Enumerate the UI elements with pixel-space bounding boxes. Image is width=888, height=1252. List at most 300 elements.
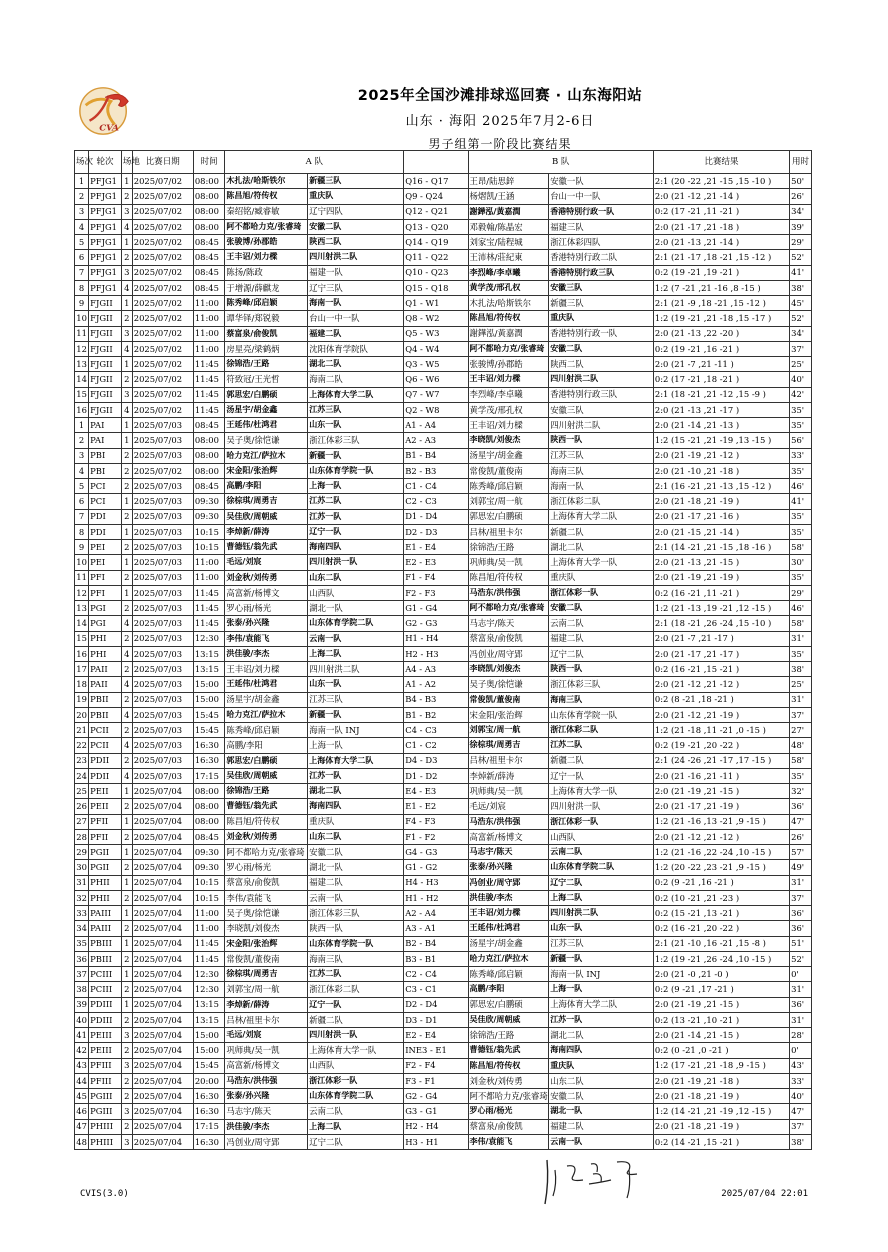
cell-team-b-name: 海南三队: [549, 463, 654, 478]
cell-date: 2025/07/04: [132, 845, 193, 860]
cell-match-no: 21: [75, 723, 89, 738]
cell-court: 1: [121, 784, 132, 799]
cell-round: PFI: [89, 585, 122, 600]
cell-date: 2025/07/02: [132, 326, 193, 341]
cell-round: FJGII: [89, 296, 122, 311]
cell-team-a-name: 新疆一队: [308, 448, 404, 463]
table-row: [75, 509, 812, 524]
cell-time: 08:00: [193, 204, 225, 219]
cell-team-b-players: 吴子奥/徐恺谦: [468, 677, 549, 692]
cell-team-b-name: 江苏三队: [549, 936, 654, 951]
cell-team-a-name: 辽宁三队: [308, 280, 404, 295]
cell-date: 2025/07/04: [132, 829, 193, 844]
cell-team-b-players: 陈昌旭/符传权: [468, 570, 549, 585]
cell-team-a-name: 江苏三队: [308, 692, 404, 707]
cell-duration: 51': [790, 936, 812, 951]
cell-date: 2025/07/04: [132, 906, 193, 921]
table-row: [75, 799, 812, 814]
cell-duration: 49': [790, 860, 812, 875]
cell-matchup: A2 - A3: [404, 433, 468, 448]
cell-round: PGII: [89, 860, 122, 875]
cell-team-b-name: 四川射洪二队: [549, 372, 654, 387]
cell-round: PCIII: [89, 982, 122, 997]
cell-result: 1:2 (21 -16 ,13 -21 ,9 -15 ): [653, 814, 789, 829]
cell-team-a-players: 哈力克江/萨拉木: [225, 448, 308, 463]
cell-round: PDIII: [89, 997, 122, 1012]
table-row: [75, 921, 812, 936]
table-row: [75, 1119, 812, 1134]
cell-team-a-name: 山东二队: [308, 570, 404, 585]
cell-team-a-players: 毛远/刘宸: [225, 555, 308, 570]
cell-team-b-name: 辽宁一队: [549, 768, 654, 783]
cell-team-b-players: 宋金阳/张治辉: [468, 707, 549, 722]
table-row: [75, 829, 812, 844]
cell-time: 08:00: [193, 463, 225, 478]
cell-result: 0:2 (19 -21 ,20 -22 ): [653, 738, 789, 753]
cell-date: 2025/07/04: [132, 1043, 193, 1058]
cell-team-b-players: 刘郭宝/周一航: [468, 723, 549, 738]
cell-court: 2: [121, 723, 132, 738]
cell-court: 1: [121, 997, 132, 1012]
table-row: [75, 936, 812, 951]
cell-team-b-name: 浙江体彩四队: [549, 235, 654, 250]
cell-match-no: 43: [75, 1058, 89, 1073]
cell-team-a-players: 汤星宇/胡金鑫: [225, 692, 308, 707]
cell-team-a-players: 谭华铎/郑锐毅: [225, 311, 308, 326]
cell-team-b-name: 山东二队: [549, 1073, 654, 1088]
cell-date: 2025/07/03: [132, 601, 193, 616]
cell-matchup: C1 - C2: [404, 738, 468, 753]
cell-team-b-players: 王丰诏/刘力樑: [468, 372, 549, 387]
cell-match-no: 15: [75, 631, 89, 646]
table-row: [75, 662, 812, 677]
col-header-duration: 用时: [790, 151, 812, 174]
cell-team-b-players: 謝鏵泓/黃嘉潤: [468, 204, 549, 219]
cell-result: 0:2 (15 -21 ,13 -21 ): [653, 906, 789, 921]
cell-team-b-players: 曹德钰/翁先武: [468, 1043, 549, 1058]
table-row: [75, 646, 812, 661]
cell-team-b-name: 山东一队: [549, 921, 654, 936]
cell-result: 2:0 (21 -19 ,21 -19 ): [653, 570, 789, 585]
cell-matchup: G4 - G3: [404, 845, 468, 860]
cell-result: 1:2 (19 -21 ,21 -18 ,15 -17 ): [653, 311, 789, 326]
cell-team-b-players: 王丰诏/刘力樑: [468, 906, 549, 921]
cell-matchup: A1 - A2: [404, 677, 468, 692]
cell-team-a-name: 福建一队: [308, 265, 404, 280]
cell-date: 2025/07/03: [132, 448, 193, 463]
cell-duration: 27': [790, 723, 812, 738]
cell-team-b-name: 安徽三队: [549, 280, 654, 295]
cell-duration: 50': [790, 174, 812, 189]
cell-result: 0:2 (14 -21 ,15 -21 ): [653, 1134, 789, 1149]
cell-court: 3: [121, 265, 132, 280]
table-row: [75, 1134, 812, 1149]
cell-team-b-players: 张泰/孙兴隆: [468, 860, 549, 875]
cell-team-a-name: 安徽二队: [308, 845, 404, 860]
cell-team-a-name: 浙江体彩一队: [308, 1073, 404, 1088]
cell-duration: 57': [790, 845, 812, 860]
cell-team-b-players: 杨熠凯/王涵: [468, 189, 549, 204]
cell-result: 2:0 (21 -14 ,21 -15 ): [653, 1028, 789, 1043]
table-row: [75, 235, 812, 250]
cell-team-a-players: 曹德钰/翁先武: [225, 540, 308, 555]
cell-date: 2025/07/03: [132, 631, 193, 646]
cell-result: 2:1 (14 -21 ,21 -15 ,18 -16 ): [653, 540, 789, 555]
cell-team-a-players: 徐棕琪/周勇吉: [225, 494, 308, 509]
cell-round: PEIII: [89, 1028, 122, 1043]
referee-signature: [533, 1152, 653, 1208]
cell-time: 09:30: [193, 509, 225, 524]
cell-team-a-players: 洪佳骏/李杰: [225, 646, 308, 661]
system-version: CVIS(3.0): [80, 1189, 129, 1199]
cell-team-b-name: 江苏二队: [549, 738, 654, 753]
cell-result: 2:0 (21 -18 ,21 -19 ): [653, 1089, 789, 1104]
cell-team-b-name: 香港特別行政二队: [549, 250, 654, 265]
cell-team-b-name: 上海体育大学二队: [549, 997, 654, 1012]
table-row: [75, 189, 812, 204]
cell-round: PDI: [89, 524, 122, 539]
cell-result: 1:2 (21 -18 ,11 -21 ,0 -15 ): [653, 723, 789, 738]
cell-team-b-name: 辽宁二队: [549, 875, 654, 890]
cell-result: 0:2 (19 -21 ,16 -21 ): [653, 341, 789, 356]
cell-time: 11:45: [193, 372, 225, 387]
cell-match-no: 39: [75, 997, 89, 1012]
cell-match-no: 44: [75, 1073, 89, 1088]
cell-date: 2025/07/02: [132, 219, 193, 234]
cell-team-a-players: 徐棕琪/周勇吉: [225, 967, 308, 982]
table-row: [75, 357, 812, 372]
cell-team-a-name: 浙江体彩三队: [308, 906, 404, 921]
cell-date: 2025/07/04: [132, 784, 193, 799]
cell-match-no: 16: [75, 646, 89, 661]
cell-team-b-name: 陕西二队: [549, 357, 654, 372]
cell-result: 2:0 (21 -19 ,21 -15 ): [653, 784, 789, 799]
cell-result: 2:0 (21 -18 ,21 -19 ): [653, 494, 789, 509]
cell-duration: 36': [790, 921, 812, 936]
cell-date: 2025/07/04: [132, 1089, 193, 1104]
cell-match-no: 12: [75, 585, 89, 600]
cell-duration: 40': [790, 1089, 812, 1104]
cell-round: PEIII: [89, 1043, 122, 1058]
cell-team-b-name: 新疆三队: [549, 296, 654, 311]
cell-court: 2: [121, 250, 132, 265]
cell-matchup: Q5 - W3: [404, 326, 468, 341]
cell-time: 11:00: [193, 326, 225, 341]
cell-team-a-players: 李伟/袁能飞: [225, 631, 308, 646]
cell-result: 1:2 (15 -21 ,21 -19 ,13 -15 ): [653, 433, 789, 448]
table-row: [75, 982, 812, 997]
cell-time: 11:45: [193, 601, 225, 616]
cell-date: 2025/07/02: [132, 372, 193, 387]
cell-matchup: A1 - A4: [404, 418, 468, 433]
cell-team-b-players: 常俊凯/董俊南: [468, 463, 549, 478]
cell-match-no: 48: [75, 1134, 89, 1149]
cell-result: 2:0 (21 -19 ,21 -15 ): [653, 997, 789, 1012]
cell-duration: 31': [790, 631, 812, 646]
cell-matchup: F3 - F1: [404, 1073, 468, 1088]
table-row: [75, 524, 812, 539]
cell-round: PFJG1: [89, 174, 122, 189]
cell-result: 2:1 (20 -22 ,21 -15 ,15 -10 ): [653, 174, 789, 189]
cell-match-no: 36: [75, 951, 89, 966]
cell-date: 2025/07/03: [132, 646, 193, 661]
cell-time: 12:30: [193, 982, 225, 997]
cell-match-no: 5: [75, 479, 89, 494]
cell-round: PEII: [89, 784, 122, 799]
cell-court: 2: [121, 799, 132, 814]
cell-court: 1: [121, 235, 132, 250]
cell-time: 11:45: [193, 357, 225, 372]
table-row: [75, 906, 812, 921]
cell-team-b-name: 上海一队: [549, 982, 654, 997]
table-row: [75, 951, 812, 966]
cell-duration: 34': [790, 204, 812, 219]
col-header-no: 场次: [75, 151, 89, 174]
cell-team-b-players: 冯创业/周守郢: [468, 646, 549, 661]
cell-duration: 38': [790, 280, 812, 295]
cell-matchup: Q11 - Q22: [404, 250, 468, 265]
cell-matchup: A3 - A1: [404, 921, 468, 936]
cell-date: 2025/07/03: [132, 555, 193, 570]
cell-team-a-players: 秦绍铭/臧睿敏: [225, 204, 308, 219]
cell-team-b-players: 謝鏵泓/黃嘉潤: [468, 326, 549, 341]
cell-match-no: 13: [75, 601, 89, 616]
cell-matchup: A4 - A3: [404, 662, 468, 677]
cell-team-b-players: 黄学茂/邢孔权: [468, 280, 549, 295]
cell-team-a-players: 陈秀峰/邱启颖: [225, 723, 308, 738]
cell-team-b-players: 李烈峰/李卓曦: [468, 387, 549, 402]
cell-date: 2025/07/02: [132, 341, 193, 356]
cell-date: 2025/07/04: [132, 890, 193, 905]
cell-team-a-name: 山西队: [308, 1058, 404, 1073]
cell-court: 2: [121, 601, 132, 616]
cell-court: 2: [121, 463, 132, 478]
cell-date: 2025/07/02: [132, 402, 193, 417]
cell-team-a-players: 洪佳骏/李杰: [225, 1119, 308, 1134]
cell-round: PAII: [89, 677, 122, 692]
cell-match-no: 5: [75, 235, 89, 250]
table-row: [75, 997, 812, 1012]
table-row: [75, 1089, 812, 1104]
cell-team-a-players: 李焯新/薛涛: [225, 997, 308, 1012]
cell-team-a-players: 王延伟/杜鸿君: [225, 418, 308, 433]
cell-team-a-players: 巩师典/吴一凯: [225, 1043, 308, 1058]
cell-result: 0:2 (0 -21 ,0 -21 ): [653, 1043, 789, 1058]
cell-team-a-players: 高鹏/李阳: [225, 479, 308, 494]
cell-court: 2: [121, 570, 132, 585]
cell-matchup: E1 - E4: [404, 540, 468, 555]
cell-court: 1: [121, 524, 132, 539]
cell-matchup: Q3 - W5: [404, 357, 468, 372]
cell-matchup: D2 - D3: [404, 524, 468, 539]
cell-team-a-name: 沈阳体育学院队: [308, 341, 404, 356]
cell-team-b-name: 香港特別行政三队: [549, 265, 654, 280]
table-row: [75, 738, 812, 753]
cell-time: 13:15: [193, 646, 225, 661]
cell-team-a-name: 上海体育大学二队: [308, 387, 404, 402]
cell-matchup: Q13 - Q20: [404, 219, 468, 234]
cell-team-b-name: 湖北二队: [549, 540, 654, 555]
cell-team-b-players: 吕林/祖里卡尔: [468, 753, 549, 768]
cell-date: 2025/07/04: [132, 1119, 193, 1134]
cell-result: 2:0 (21 -17 ,21 -18 ): [653, 219, 789, 234]
cell-team-b-name: 重庆队: [549, 1058, 654, 1073]
table-row: [75, 479, 812, 494]
cell-matchup: F2 - F4: [404, 1058, 468, 1073]
cell-team-a-name: 福建二队: [308, 326, 404, 341]
cell-team-b-name: 云南二队: [549, 845, 654, 860]
cell-result: 2:1 (21 -17 ,18 -21 ,15 -12 ): [653, 250, 789, 265]
cell-result: 2:1 (16 -21 ,21 -13 ,15 -12 ): [653, 479, 789, 494]
cell-round: FJGII: [89, 341, 122, 356]
cell-team-b-name: 江苏一队: [549, 1012, 654, 1027]
cell-round: PCI: [89, 479, 122, 494]
cell-team-a-name: 安徽二队: [308, 219, 404, 234]
cell-team-a-players: 李伟/袁能飞: [225, 890, 308, 905]
cell-matchup: D2 - D4: [404, 997, 468, 1012]
cell-time: 15:45: [193, 723, 225, 738]
cell-round: PAI: [89, 418, 122, 433]
cell-court: 4: [121, 707, 132, 722]
cell-team-b-name: 湖北二队: [549, 1028, 654, 1043]
event-location-dates: 山东 · 海阳 2025年7月2-6日: [405, 114, 595, 129]
cell-duration: 28': [790, 1028, 812, 1043]
cell-match-no: 46: [75, 1104, 89, 1119]
cell-court: 2: [121, 1119, 132, 1134]
cell-result: 0:2 (9 -21 ,16 -21 ): [653, 875, 789, 890]
cell-team-a-name: 上海体育大学一队: [308, 1043, 404, 1058]
cell-team-a-players: 木扎法/哈斯铁尔: [225, 174, 308, 189]
cell-match-no: 22: [75, 738, 89, 753]
cell-date: 2025/07/03: [132, 753, 193, 768]
cell-time: 08:00: [193, 174, 225, 189]
cell-round: PDII: [89, 768, 122, 783]
cell-team-b-players: 王延伟/杜鸿君: [468, 921, 549, 936]
cell-time: 08:00: [193, 448, 225, 463]
table-row: [75, 784, 812, 799]
cell-time: 15:00: [193, 677, 225, 692]
cell-round: PDII: [89, 753, 122, 768]
cell-matchup: F4 - F3: [404, 814, 468, 829]
table-row: [75, 1028, 812, 1043]
cell-team-a-name: 福建二队: [308, 875, 404, 890]
cell-team-b-name: 安徽二队: [549, 341, 654, 356]
cell-team-a-name: 上海一队: [308, 479, 404, 494]
cell-duration: 37': [790, 341, 812, 356]
cell-match-no: 24: [75, 768, 89, 783]
cell-match-no: 6: [75, 494, 89, 509]
cell-date: 2025/07/02: [132, 387, 193, 402]
cell-team-a-players: 宋金阳/张治辉: [225, 463, 308, 478]
cell-team-a-name: 辽宁一队: [308, 997, 404, 1012]
table-row: [75, 402, 812, 417]
cell-team-a-name: 山西队: [308, 585, 404, 600]
cell-time: 11:45: [193, 616, 225, 631]
cell-team-a-players: 曹德钰/翁先武: [225, 799, 308, 814]
cell-date: 2025/07/04: [132, 936, 193, 951]
cell-matchup: Q9 - Q24: [404, 189, 468, 204]
cell-team-a-name: 山东体育学院二队: [308, 616, 404, 631]
cell-date: 2025/07/02: [132, 357, 193, 372]
cell-time: 11:45: [193, 585, 225, 600]
cell-time: 08:45: [193, 418, 225, 433]
cell-team-a-name: 新疆二队: [308, 1012, 404, 1027]
cell-court: 2: [121, 982, 132, 997]
cell-date: 2025/07/04: [132, 860, 193, 875]
cell-team-a-name: 浙江体彩三队: [308, 433, 404, 448]
cell-team-b-players: 刘家宝/陆程城: [468, 235, 549, 250]
cell-team-b-players: 马浩东/洪伟强: [468, 585, 549, 600]
cell-result: 2:1 (18 -21 ,26 -24 ,15 -10 ): [653, 616, 789, 631]
cell-round: PCII: [89, 738, 122, 753]
cell-date: 2025/07/03: [132, 494, 193, 509]
cell-round: PHII: [89, 875, 122, 890]
cell-team-b-players: 徐棕琪/周勇吉: [468, 738, 549, 753]
cell-date: 2025/07/04: [132, 982, 193, 997]
cell-team-a-players: 陈昌旭/符传权: [225, 189, 308, 204]
cell-round: PGI: [89, 616, 122, 631]
cell-team-a-name: 江苏一队: [308, 768, 404, 783]
cell-time: 11:00: [193, 906, 225, 921]
cell-duration: 37': [790, 707, 812, 722]
cell-time: 10:15: [193, 524, 225, 539]
cell-team-b-name: 香港特別行政一队: [549, 326, 654, 341]
cell-team-b-players: 吴佳欣/周朝威: [468, 1012, 549, 1027]
cell-match-no: 18: [75, 677, 89, 692]
cell-court: 2: [121, 1073, 132, 1088]
cell-round: FJGII: [89, 372, 122, 387]
cell-time: 12:30: [193, 967, 225, 982]
cell-round: PGII: [89, 845, 122, 860]
cell-match-no: 25: [75, 784, 89, 799]
cell-time: 16:30: [193, 1134, 225, 1149]
cell-match-no: 3: [75, 448, 89, 463]
cell-round: PAII: [89, 662, 122, 677]
cell-match-no: 30: [75, 860, 89, 875]
cell-court: 4: [121, 646, 132, 661]
cell-matchup: D3 - D1: [404, 1012, 468, 1027]
cell-result: 2:1 (21 -9 ,18 -21 ,15 -12 ): [653, 296, 789, 311]
cell-court: 2: [121, 631, 132, 646]
cell-team-a-name: 山东体育学院二队: [308, 1089, 404, 1104]
cell-court: 2: [121, 921, 132, 936]
cell-result: 2:0 (21 -18 ,21 -19 ): [653, 1119, 789, 1134]
cell-match-no: 10: [75, 555, 89, 570]
cell-date: 2025/07/03: [132, 723, 193, 738]
cell-time: 15:00: [193, 1028, 225, 1043]
cell-round: PFJG1: [89, 235, 122, 250]
cell-result: 1:2 (21 -13 ,19 -21 ,12 -15 ): [653, 601, 789, 616]
cell-matchup: G1 - G4: [404, 601, 468, 616]
cell-team-a-name: 海南四队: [308, 799, 404, 814]
cell-result: 1:2 (19 -21 ,26 -24 ,10 -15 ): [653, 951, 789, 966]
cell-team-a-players: 蔡富泉/俞俊凯: [225, 326, 308, 341]
cell-team-b-players: 郭思宏/白鹏硕: [468, 997, 549, 1012]
cell-matchup: A2 - A4: [404, 906, 468, 921]
cell-matchup: F1 - F2: [404, 829, 468, 844]
cell-duration: 46': [790, 479, 812, 494]
col-header-team-b: B 队: [468, 151, 653, 174]
cell-result: 2:0 (21 -10 ,21 -18 ): [653, 463, 789, 478]
cell-date: 2025/07/02: [132, 280, 193, 295]
cell-team-a-players: 宋金阳/张治辉: [225, 936, 308, 951]
cell-round: FJGII: [89, 357, 122, 372]
cell-team-a-name: 重庆队: [308, 189, 404, 204]
cell-round: PFJG1: [89, 204, 122, 219]
cell-result: 0:2 (16 -21 ,15 -21 ): [653, 662, 789, 677]
cell-date: 2025/07/02: [132, 189, 193, 204]
cell-court: 1: [121, 814, 132, 829]
